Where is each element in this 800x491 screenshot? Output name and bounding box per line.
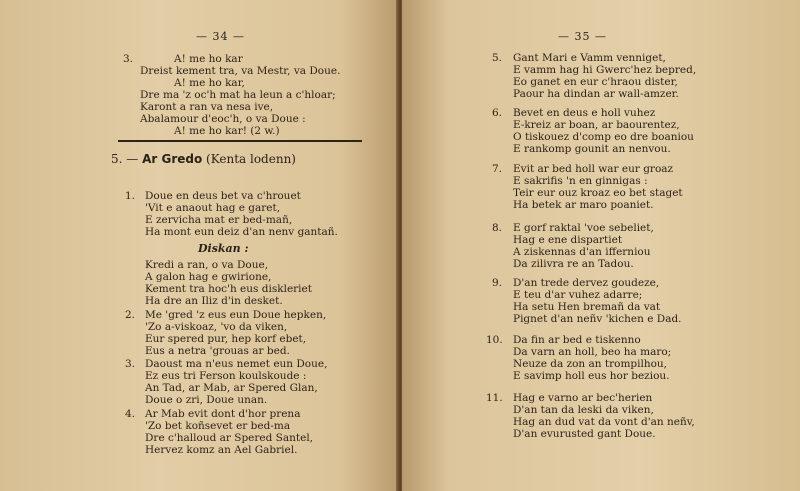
stanza-line: Ar Mab evit dont d'hor prena bbox=[145, 408, 301, 420]
stanza-line: An Tad, ar Mab, ar Spered Glan, bbox=[145, 382, 318, 394]
stanza-number: 10. bbox=[486, 334, 503, 346]
stanza-line: 'Zo a-viskoaz, 'vo da viken, bbox=[145, 321, 288, 333]
stanza-line: Pignet d'an neñv 'kichen e Dad. bbox=[513, 313, 682, 325]
verse-line: Abalamour d'eoc'h, o va Doue : bbox=[140, 113, 306, 125]
stanza-line: Ha betek ar maro poaniet. bbox=[513, 199, 654, 211]
refrain-line: Kredi a ran, o va Doue, bbox=[145, 259, 269, 271]
stanza-line: Evit ar bed holl war eur groaz bbox=[513, 163, 674, 175]
stanza-number: 8. bbox=[492, 222, 503, 234]
verse-line: A! me ho kar, bbox=[174, 77, 245, 89]
stanza-line: Gant Mari e Vamm venniget, bbox=[513, 52, 666, 64]
stanza-line: Eo ganet en eur c'hraou dister, bbox=[513, 76, 678, 88]
stanza-number: 5. bbox=[492, 52, 503, 64]
stanza-line: Ha setu Hen bremañ da vat bbox=[513, 301, 661, 313]
stanza-number: 4. bbox=[125, 408, 136, 420]
stanza-number: 3. bbox=[125, 358, 136, 370]
stanza-line: Neuze da zon an trompilhou, bbox=[513, 358, 668, 370]
page-number-right: — 35 — bbox=[558, 30, 607, 43]
stanza-line: Hag e varno ar bec'herien bbox=[513, 392, 653, 404]
stanza-line: E vamm hag hi Gwerc'hez bepred, bbox=[513, 64, 697, 76]
stanza-line: Doue en deus bet va c'hrouet bbox=[145, 190, 301, 202]
hymn-number: 5. — bbox=[111, 152, 139, 166]
stanza-line: 'Zo bet koñsevet er bed-ma bbox=[145, 420, 291, 432]
refrain-line: Ha dre an Iliz d'in desket. bbox=[145, 295, 283, 307]
stanza-line: E zervicha mat er bed-mañ, bbox=[145, 214, 293, 226]
stanza-line: Doue o zri, Doue unan. bbox=[145, 394, 268, 406]
stanza-line: Da fin ar bed e tiskenno bbox=[513, 334, 641, 346]
stanza-number: 9. bbox=[492, 277, 503, 289]
stanza-line: E teu d'ar vuhez adarre; bbox=[513, 289, 643, 301]
refrain-line: A galon hag e gwirione, bbox=[145, 271, 272, 283]
verse-line: Karont a ran va nesa ive, bbox=[140, 101, 274, 113]
hymn-title-sub: (Kenta lodenn) bbox=[206, 152, 296, 166]
stanza-number: 1. bbox=[125, 190, 136, 202]
refrain-label: Diskan : bbox=[198, 242, 249, 255]
stanza-number: 6. bbox=[492, 107, 503, 119]
stanza-line: E savimp holl eus hor beziou. bbox=[513, 370, 670, 382]
stanza-line: E rankomp gounit an nenvou. bbox=[513, 143, 671, 155]
hymn-title-main: Ar Gredo bbox=[142, 152, 203, 166]
stanza-line: O tiskouez d'comp eo dre boaniou bbox=[513, 131, 694, 143]
stanza-line: A ziskennas d'an ifferniou bbox=[513, 246, 651, 258]
stanza-number: 11. bbox=[486, 392, 503, 404]
stanza-line: Dre c'halloud ar Spered Santel, bbox=[145, 432, 314, 444]
stanza-line: Paour ha dindan ar wall-amzer. bbox=[513, 88, 679, 100]
stanza-line: D'an trede dervez goudeze, bbox=[513, 277, 660, 289]
stanza-line: E-kreiz ar boan, ar baourentez, bbox=[513, 119, 680, 131]
stanza-line: Da zilivra re an Tadou. bbox=[513, 258, 634, 270]
stanza-line: Hervez komz an Ael Gabriel. bbox=[145, 444, 298, 456]
stanza-line: E sakrifis 'n en ginnigas : bbox=[513, 175, 648, 187]
stanza-line: 'Vit e anaout hag e garet, bbox=[145, 202, 281, 214]
stanza-line: Hag e ene dispartiet bbox=[513, 234, 623, 246]
stanza-line: Me 'gred 'z eus eun Doue hepken, bbox=[145, 309, 327, 321]
verse-number: 3. bbox=[123, 53, 134, 65]
stanza-number: 2. bbox=[125, 309, 136, 321]
stanza-line: Bevet en deus e holl vuhez bbox=[513, 107, 656, 119]
section-divider bbox=[118, 140, 362, 142]
stanza-line: Teir eur ouz kroaz eo bet staget bbox=[513, 187, 683, 199]
verse-line: A! me ho kar! (2 w.) bbox=[174, 125, 280, 137]
left-page bbox=[0, 0, 398, 491]
stanza-number: 7. bbox=[492, 163, 503, 175]
stanza-line: Daoust ma n'eus nemet eun Doue, bbox=[145, 358, 328, 370]
verse-line: Dreist kement tra, va Mestr, va Doue. bbox=[140, 65, 341, 77]
stanza-line: Da varn an holl, beo ha maro; bbox=[513, 346, 672, 358]
hymn-title bbox=[111, 152, 296, 166]
stanza-line: E gorf raktal 'voe sebeliet, bbox=[513, 222, 654, 234]
stanza-line: Hag an dud vat da vont d'an neñv, bbox=[513, 416, 695, 428]
verse-line: A! me ho kar bbox=[174, 53, 243, 65]
verse-line: Dre ma 'z oc'h mat ha leun a c'hloar; bbox=[140, 89, 336, 101]
stanza-line: D'an evurusted gant Doue. bbox=[513, 428, 656, 440]
right-page bbox=[402, 0, 800, 491]
refrain-line: Kement tra hoc'h eus diskleriet bbox=[145, 283, 312, 295]
stanza-line: Eus a netra 'grouas ar bed. bbox=[145, 345, 290, 357]
stanza-line: Ha mont eun deiz d'an nenv gantañ. bbox=[145, 226, 338, 238]
stanza-line: D'an tan da leski da viken, bbox=[513, 404, 654, 416]
stanza-line: Ez eus tri Ferson koulskoude : bbox=[145, 370, 307, 382]
stanza-line: Eur spered pur, hep korf ebet, bbox=[145, 333, 307, 345]
page-number-left: — 34 — bbox=[196, 30, 245, 43]
